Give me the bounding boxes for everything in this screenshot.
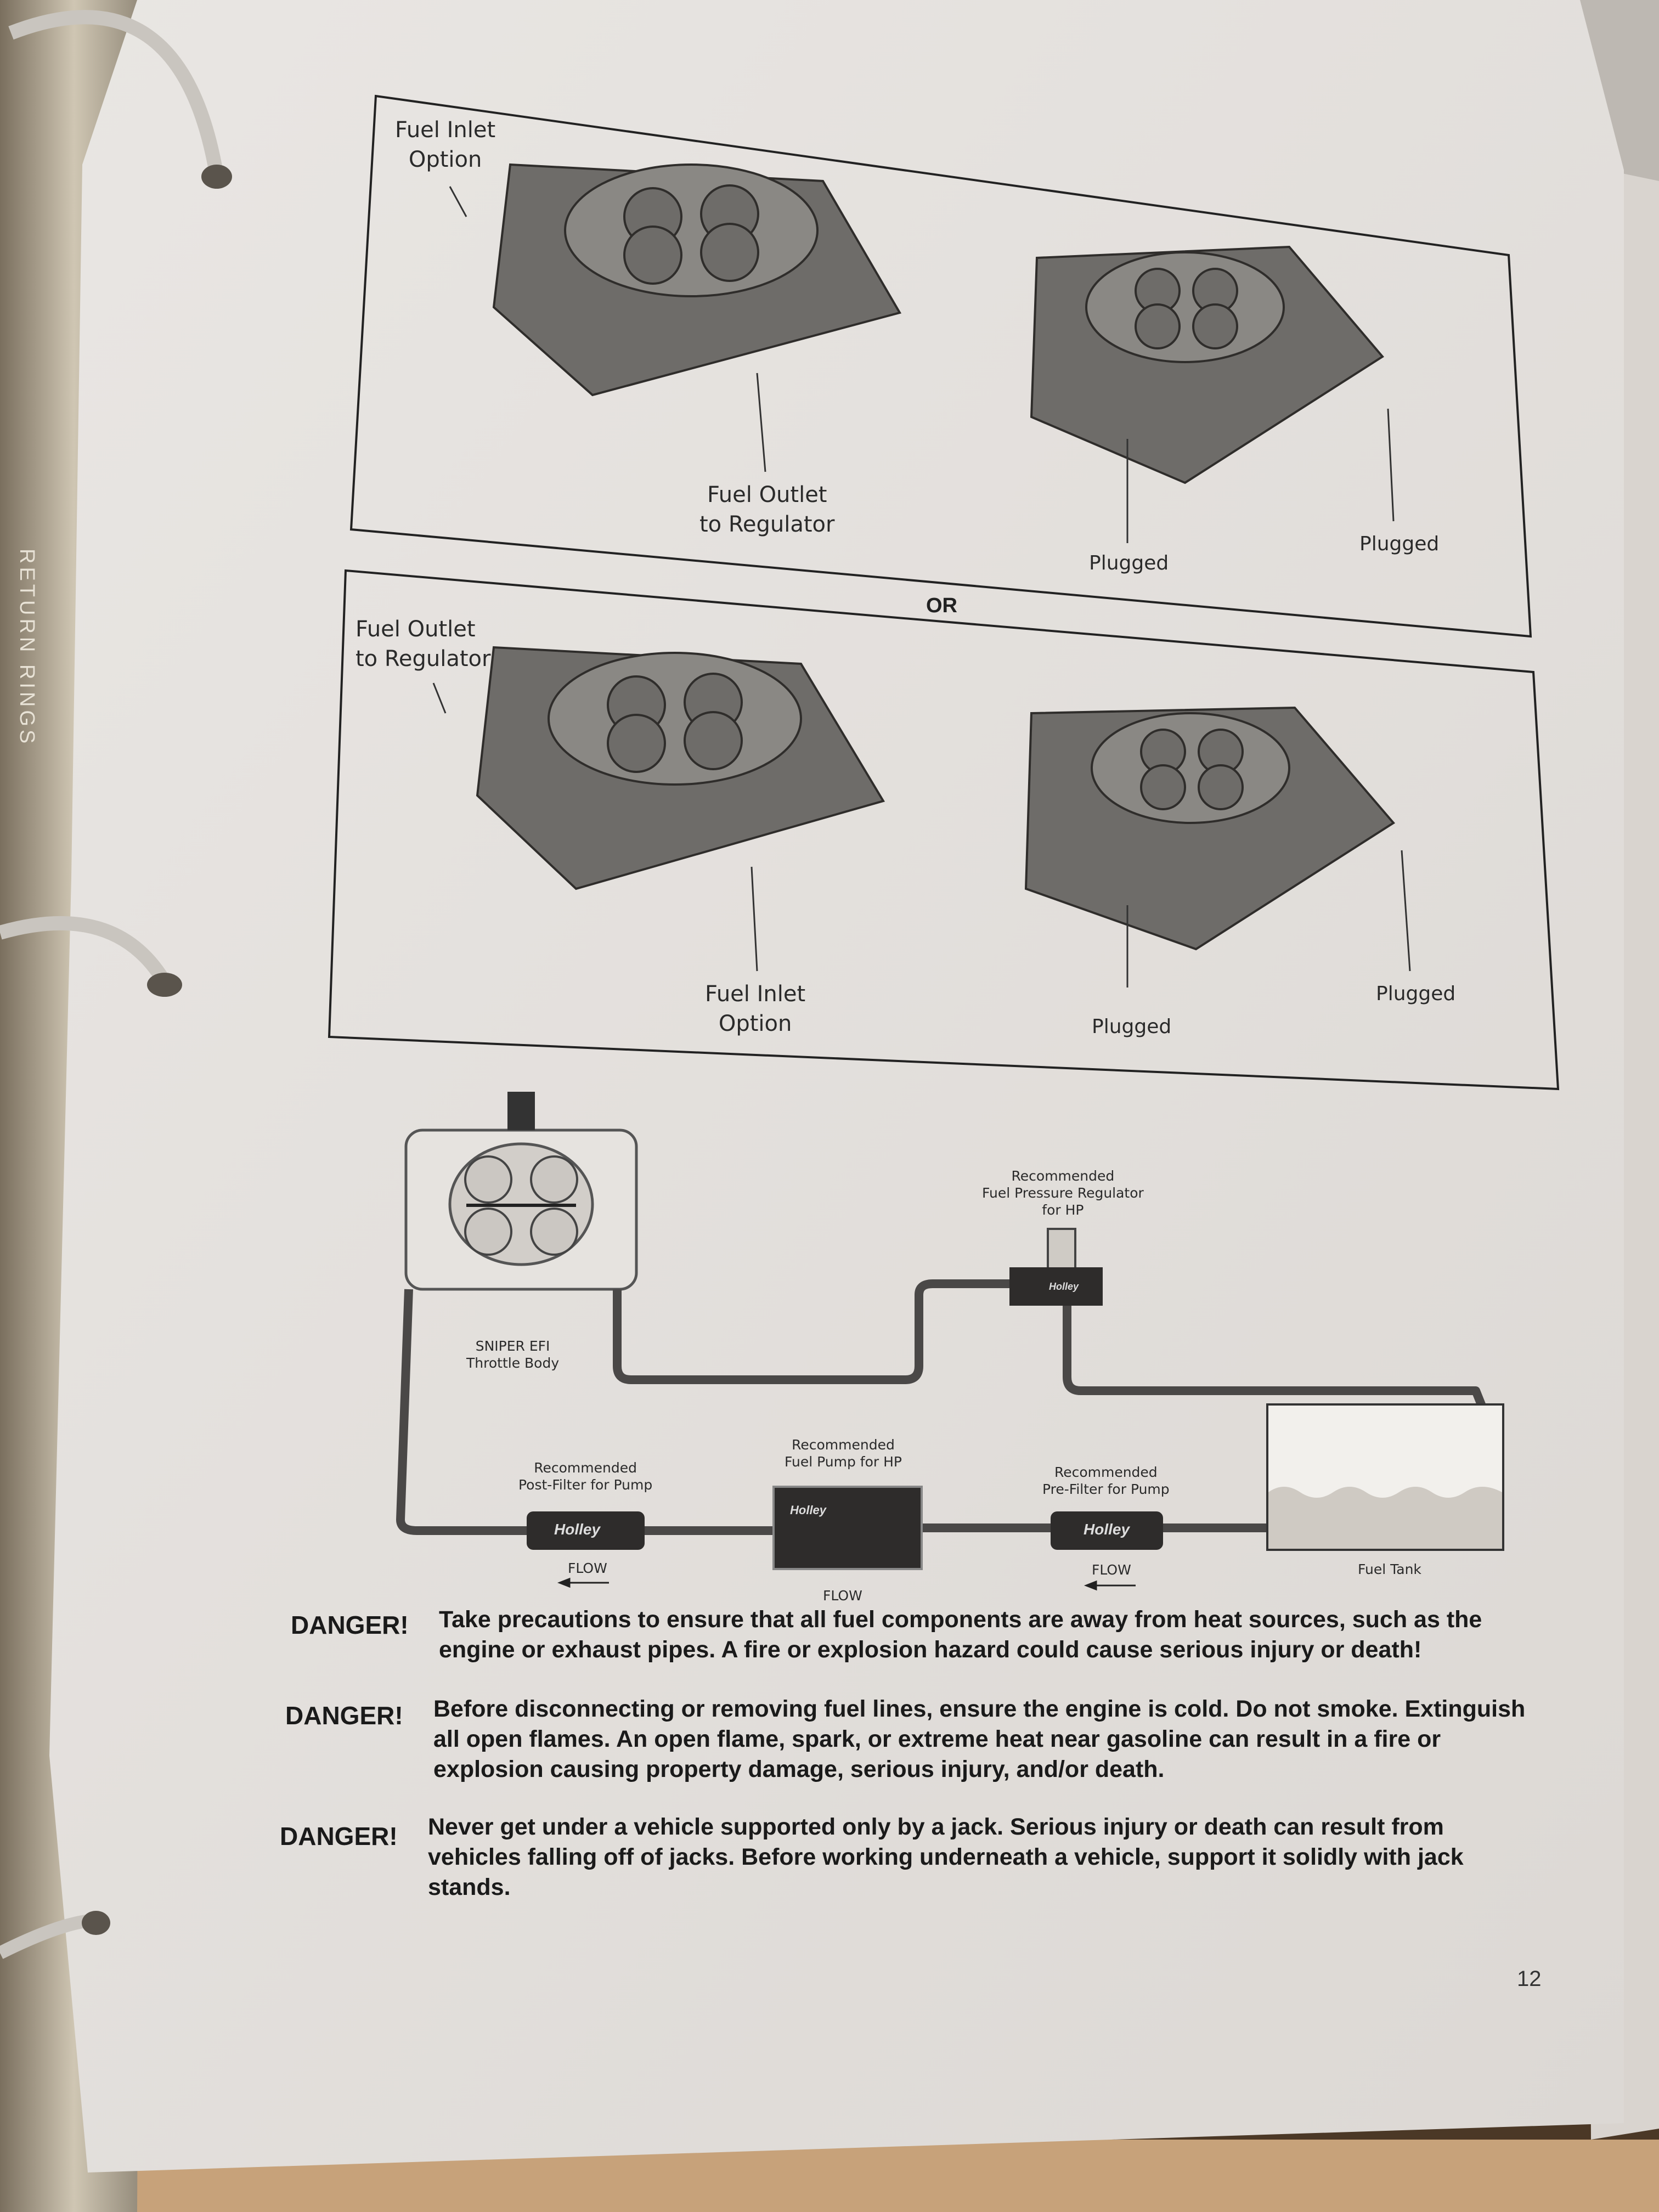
flow-label: FLOW: [1092, 1562, 1131, 1578]
throttle-body-label: SNIPER EFI Throttle Body: [466, 1338, 560, 1371]
danger-tag: DANGER!: [285, 1701, 403, 1730]
danger-tag: DANGER!: [280, 1822, 398, 1850]
post-filter-label: Recommended Post-Filter for Pump: [518, 1460, 653, 1493]
regulator-label: Recommended Fuel Pressure Regulator for HP: [982, 1168, 1144, 1218]
label-fuel-outlet-regulator: Fuel Outlet to Regulator: [699, 482, 835, 537]
label-plugged: Plugged: [1359, 533, 1440, 555]
fuel-tank: [1267, 1404, 1503, 1550]
flow-label: FLOW: [568, 1560, 607, 1576]
danger-text: Before disconnecting or removing fuel lines, ensure the engine is cold. Do not smoke. Extinguish all open flames. An open flame, spark, or extreme heat near gasoline can result in a fire or explosion causing property damage, serious injury, and/or death.: [433, 1696, 1526, 1782]
label-plugged: Plugged: [1092, 1015, 1172, 1038]
flow-label: FLOW: [823, 1588, 862, 1604]
binder-spine-text: RETURN RINGS: [15, 549, 38, 747]
fuel-pump-label: Recommended Fuel Pump for HP: [785, 1437, 902, 1470]
brand-logo: Holley: [554, 1521, 601, 1538]
label-plugged: Plugged: [1376, 983, 1456, 1005]
sniper-efi-throttle-body: [406, 1092, 636, 1289]
fuel-pump: [774, 1487, 922, 1569]
brand-logo: Holley: [790, 1503, 827, 1517]
pre-filter-label: Recommended Pre-Filter for Pump: [1042, 1464, 1170, 1497]
danger-text: Never get under a vehicle supported only by a jack. Serious injury or death can result from vehicles falling off of jacks. Before working underneath a vehicle, support it solidly with jack stands.: [428, 1814, 1464, 1900]
label-fuel-outlet-regulator: Fuel Outlet to Regulator: [356, 617, 491, 672]
fuel-pressure-regulator: [1009, 1229, 1103, 1306]
page-number: 12: [1517, 1967, 1542, 1991]
label-plugged: Plugged: [1089, 552, 1169, 574]
label-fuel-inlet-option: Fuel Inlet Option: [705, 981, 806, 1036]
danger-text: Take precautions to ensure that all fuel components are away from heat sources, such as the engine or exhaust pipes. A fire or explosion hazard could cause serious injury or death!: [439, 1606, 1482, 1663]
brand-logo: Holley: [1049, 1281, 1079, 1292]
danger-tag: DANGER!: [291, 1611, 409, 1639]
fuel-tank-label: Fuel Tank: [1358, 1561, 1421, 1577]
label-fuel-inlet-option: Fuel Inlet Option: [395, 117, 496, 172]
brand-logo: Holley: [1084, 1521, 1130, 1538]
or-divider-label: OR: [926, 594, 957, 617]
